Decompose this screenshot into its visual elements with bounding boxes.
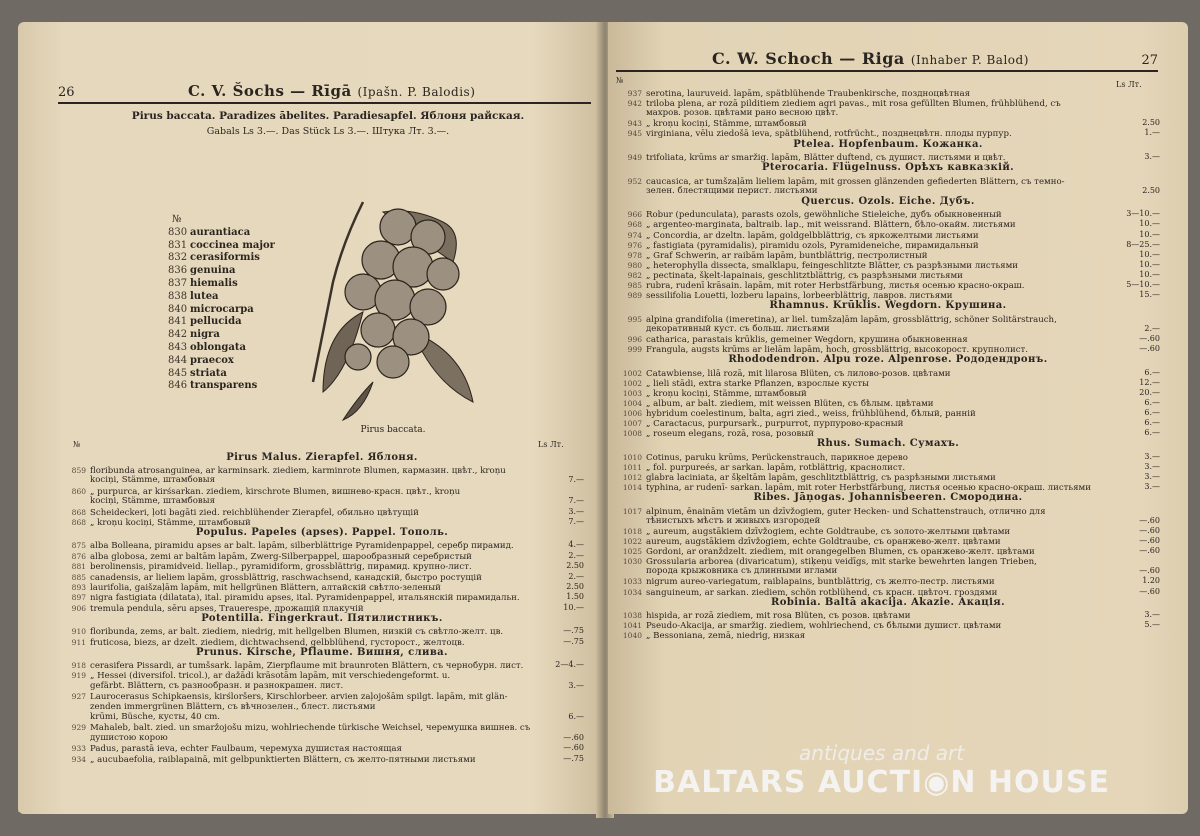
item-price: —.75: [563, 753, 584, 763]
item-description: „ pectinata, šķelt-lapainais, geschlitztblättrig, съ разрѣзными листьями: [646, 270, 963, 281]
item-description: „ kroņu kociņi, Stämme, штамбовый: [90, 518, 251, 528]
variety-item: [168, 355, 275, 368]
item-description: „ kroņu kociņi, Stämme, штамбовый: [646, 119, 807, 130]
variety-name: microcarpa: [190, 303, 254, 315]
variety-name: aurantiaca: [190, 226, 251, 238]
variety-name: cerasiformis: [190, 252, 260, 264]
item-price: 6.—: [1144, 367, 1160, 377]
variety-name: coccinea major: [190, 239, 275, 251]
item-number: 1003: [622, 388, 642, 398]
intro-price-line: Gabals Ls 3.—. Das Stück Ls 3.—. Штука Лт. 3.—.: [206, 126, 450, 137]
item-price: 3.—: [1144, 461, 1160, 471]
variety-item: [168, 291, 275, 304]
item-description: berolinensis, piramidveid. liellap., pyramidiform, grossblättrig, пирамид. крупно-лист.: [90, 562, 472, 573]
section-heading: Populus. Papeles (apses). Pappel. Тополь.: [195, 527, 449, 539]
item-description: „ fastigiata (pyramidalis), piramidu ozols, Pyramideneiche, пирамидальный: [646, 240, 979, 251]
variety-number: 831: [168, 239, 188, 251]
variety-name: praecox: [190, 354, 234, 366]
item-price: 6.—: [1144, 418, 1160, 428]
price-row: [614, 630, 1112, 642]
item-number: 1010: [622, 452, 642, 462]
variety-number: 845: [168, 367, 188, 379]
variety-number: 846: [168, 380, 188, 392]
item-description: fruticosa, biezs, ar dzelt. ziediem, dichtwachsend, gelbblühend, густорост., желтоцв.: [90, 637, 465, 648]
item-description: sessilifolia Louetti, lozberu lapains, lorbeerblättrig, лавров. листьями: [646, 291, 953, 302]
variety-name: lutea: [190, 290, 219, 302]
right-header-title: C. W. Schoch — Riga (Inhaber P. Balod): [712, 49, 1029, 68]
item-price: —.60: [563, 743, 584, 753]
item-number: 881: [71, 562, 86, 572]
item-price: —.60: [1139, 536, 1160, 545]
item-description: floribunda atrosanguinea, ar karminsark. ziediem, karminrote Blumen, кармазин. цвѣт., kroņu: [90, 466, 506, 476]
right-page-number: 27: [1141, 53, 1158, 68]
left-page-number: 26: [58, 85, 75, 100]
item-description: „ kroņu kociņi, Stämme, штамбовый: [646, 388, 807, 399]
item-number: 875: [71, 541, 86, 551]
variety-item: [168, 240, 275, 253]
item-price: 7.—: [568, 496, 584, 506]
item-number: 978: [627, 250, 642, 260]
item-number: 934: [71, 754, 86, 764]
item-number: 968: [627, 220, 642, 230]
item-description: „ Bessoniana, zemā, niedrig, низкая: [646, 631, 806, 642]
item-number: 919: [71, 671, 86, 681]
item-number: 996: [627, 334, 642, 344]
item-price: 10.—: [1139, 219, 1160, 229]
item-description: alpinum, ēnainām vietām un dzīvžogiem, guter Hecken- und Schattenstrauch, отлично для: [646, 506, 1046, 517]
section-heading: Robinia. Baltā akacija. Akazie. Акація.: [771, 596, 1005, 608]
item-price: —.75: [563, 626, 584, 636]
item-description: „ purpurca, ar kirśsarkan. ziediem, kirschrote Blumen, вишнево-красн. цвѣт., kroņu: [90, 486, 461, 497]
left-col-price-head: Ls Лт.: [538, 440, 564, 449]
item-price: 5—10.—: [1126, 280, 1160, 289]
item-price: 3.—: [1144, 482, 1160, 492]
item-number: 980: [627, 260, 642, 270]
variety-list-no-head: №: [172, 214, 182, 225]
item-price: 10.—: [1139, 259, 1160, 269]
item-price: —.60: [1139, 515, 1160, 525]
variety-number: 838: [168, 290, 188, 302]
variety-number: 836: [168, 265, 188, 277]
price-row: [58, 475, 536, 486]
variety-item: [168, 252, 275, 265]
variety-item: [168, 342, 275, 355]
item-number: 1002: [622, 368, 642, 378]
item-number: 1004: [622, 398, 642, 408]
item-description: „ Concordia, ar dzeltn. lapām, goldgelbblättrig, съ яркожелтыми листьями: [646, 230, 979, 241]
item-description: „ Caractacus, purpursark., purpurrot, пурпурово-красный: [646, 419, 904, 430]
variety-name: hiemalis: [190, 277, 238, 289]
item-price: 2.50: [1142, 118, 1160, 128]
section-heading: Prunus. Kirsche, Pflaume. Вишня, слива.: [196, 647, 448, 658]
item-description: krūmi, Büsche, кусты, 40 cm.: [90, 712, 221, 722]
variety-item: [168, 380, 275, 393]
variety-item: [168, 304, 275, 317]
item-description: alba globosa, zemi ar baltām lapām, Zwerg-Silberpappel, шарообразный серебристый: [90, 551, 472, 562]
item-description: trifoliata, krūms ar smaržig. lapām, Blätter duftend, съ душист. листьями и цвѣт.: [646, 153, 1006, 163]
variety-name: genuina: [190, 265, 236, 277]
item-number: 868: [71, 507, 86, 517]
item-price: 10.—: [1139, 229, 1160, 239]
watermark-line1: antiques and art: [799, 741, 965, 765]
item-number: 976: [627, 240, 642, 250]
item-price: 15.—: [1139, 290, 1160, 300]
price-row: [58, 681, 536, 692]
item-price: 2.—: [568, 571, 584, 581]
item-price: 8—25.—: [1126, 239, 1160, 249]
item-description: typhina, ar rudenī- sarkan. lapām, mit roter Herbstfärbung, листья осенью красно-окраш. листьями: [646, 483, 1091, 494]
item-number: 985: [627, 281, 642, 290]
item-number: 949: [627, 153, 642, 162]
figure-caption: Pirus baccata.: [360, 425, 426, 435]
section-heading: Potentilla. Fingerkraut. Пятилистникъ.: [201, 613, 443, 625]
item-number: 937: [627, 89, 642, 98]
item-price: 3.—: [568, 506, 584, 516]
item-price: 3—10.—: [1126, 209, 1160, 219]
item-price: 7.—: [568, 475, 584, 485]
item-description: Padus, parastā ieva, echter Faulbaum, черемуха душистая настоящая: [90, 744, 402, 755]
item-description: Mahaleb, balt. zied. un smaržojošu mizu, wohlriechende türkische Weichsel, черемушка вишнев. съ: [90, 723, 531, 734]
price-row: [58, 733, 536, 744]
item-price: 12.—: [1139, 377, 1160, 387]
item-description: kociņi, Stämme, штамбовыя: [90, 496, 215, 507]
item-price: 6.—: [1144, 428, 1160, 438]
item-description: Laurocerasus Schipkaensis, kirśloršers, Kirschlorbeer. arvien zaļojošām spilgt. lapām, mit glän-: [90, 692, 508, 703]
item-description: zenden immergrünen Blättern, съ вѣчнозелен., блест. листьями: [90, 701, 376, 712]
item-number: 1006: [622, 409, 642, 418]
section-heading: Pirus Malus. Zierapfel. Яблоня.: [226, 452, 418, 463]
item-price: —.75: [563, 636, 584, 646]
item-description: „ roseum elegans, rozā, rosa, розовый: [646, 429, 814, 440]
item-description: virginiana, vēlu ziedošā ieva, spätblühend, rotfrücht., позднецвѣтн. плоды пурпур.: [646, 129, 1012, 140]
variety-number: 841: [168, 316, 188, 328]
item-number: 885: [71, 572, 86, 582]
item-number: 1041: [622, 621, 642, 631]
watermark-line2: BALTARS AUCTI◉N HOUSE: [653, 765, 1110, 800]
item-number: 974: [627, 230, 642, 240]
item-price: 6.—: [1144, 408, 1160, 417]
item-description: sanguineum, ar sarkan. ziediem, schön rotblühend, съ красн. цвѣточ. гроздями: [646, 587, 998, 598]
item-description: laurifolia, gaišzaļām lapām, mit hellgrünen Blättern, алтайскій свѣтло-зеленый: [90, 583, 441, 593]
item-description: декоративный куст. съ больш. листьями: [646, 323, 830, 334]
item-number: 868: [71, 518, 86, 527]
item-number: 1002: [622, 378, 642, 388]
item-description: catharica, parastais krūklis, gemeiner Wegdorn, крушина обыкновенная: [646, 334, 968, 345]
price-row: [58, 754, 536, 766]
item-price: 10.—: [1139, 249, 1160, 259]
variety-item: [168, 278, 275, 291]
item-price: 4.—: [568, 540, 584, 550]
item-price: 2.50: [1142, 185, 1160, 195]
price-row: [58, 712, 536, 723]
item-price: 6.—: [1144, 397, 1160, 407]
item-price: 7.—: [568, 517, 584, 526]
item-number: 1018: [622, 526, 642, 536]
item-number: 982: [627, 270, 642, 280]
pirus-baccata-illustration: [303, 182, 493, 422]
book-spread: [18, 22, 1190, 822]
item-number: 1008: [622, 429, 642, 439]
item-number: 942: [627, 99, 642, 109]
item-description: caucasica, ar tumšzaļām lieliem lapām, mit grossen glänzenden gefiederten Blättern, съ темно-: [646, 176, 1065, 187]
item-price: 20.—: [1139, 387, 1160, 397]
right-page: [608, 22, 1188, 814]
item-number: 1030: [622, 557, 642, 567]
item-price: —.60: [1139, 586, 1160, 596]
item-description: hispida, ar rozā ziediem, mit rosa Blüten, съ розов. цвѣтами: [646, 611, 911, 622]
right-running-header: [616, 44, 1158, 72]
variety-item: [168, 265, 275, 278]
left-running-header: [58, 76, 591, 104]
item-description: Pseudo-Akacija, ar smaržig. ziediem, wohlriechend, съ бѣлыми душист. цвѣтами: [646, 621, 1002, 632]
item-description: tremula pendula, sēru apses, Trauerespe, дрожащій плакучій: [90, 603, 364, 614]
item-description: зелен. блестящими перист. листьями: [646, 185, 818, 196]
item-description: cerasifera Pissardi, ar tumšsark. lapām, Zierpflaume mit braunroten Blättern, съ чернобурн. лист.: [90, 661, 524, 671]
item-price: —.60: [1139, 525, 1160, 535]
item-number: 911: [71, 637, 86, 647]
item-description: „ album, ar balt. ziediem, mit weissen Blüten, съ бѣлым. цвѣтами: [646, 398, 934, 409]
item-price: 2.—: [568, 550, 584, 560]
item-price: 5.—: [1144, 620, 1160, 630]
item-number: 860: [71, 486, 86, 496]
item-price: 10.—: [563, 602, 584, 612]
section-heading: Ribes. Jāņogas. Johannisbeeren. Смородина.: [753, 492, 1023, 504]
section-heading: Ptelea. Hopfenbaum. Кожанка.: [793, 138, 983, 150]
variety-item: [168, 329, 275, 342]
item-price: —.60: [1139, 566, 1160, 576]
item-description: „ Graf Schwerin, ar raibām lapām, buntblättrig, пестролистный: [646, 250, 928, 261]
section-heading: Quercus. Ozols. Eiche. Дубъ.: [801, 195, 975, 207]
item-description: nigra fastigiata (dilatata), ital. piramidu apses, ital. Pyramidenpappel, итальянскій пирамидальн.: [90, 593, 520, 604]
item-number: 999: [627, 345, 642, 354]
item-number: 1040: [622, 631, 642, 641]
item-number: 995: [627, 314, 642, 324]
item-description: Robur (pedunculata), parasts ozols, gewöhnliche Stieleiche, дубъ обыкновенный: [646, 210, 1002, 221]
variety-number: 842: [168, 329, 188, 341]
item-price: 3.—: [1144, 472, 1160, 481]
item-description: aureum, augstākiem dzīvžogiem, echte Goldtraube, съ оранжево-желт. цвѣтами: [646, 537, 1001, 547]
item-price: —.60: [1139, 546, 1160, 556]
item-description: glabra laciniata, ar šķeltām lapām, geschlitztblättrig, съ разрѣзными листьями: [646, 473, 996, 483]
item-description: „ Hessei (diversifol. tricol.), ar dažādi krāsotām lapām, mit verschiedengeformt. u.: [90, 671, 451, 682]
item-price: 1.20: [1142, 576, 1160, 586]
variety-number: 844: [168, 354, 188, 366]
item-price: 3.—: [1144, 610, 1160, 620]
price-row: [58, 702, 536, 713]
item-price: 1.50: [566, 592, 584, 602]
item-price: 6.—: [568, 712, 584, 721]
item-description: alba Bolleana, piramidu apses ar balt. lapām, silberblättrige Pyramidenpappel, серебр пирамид.: [90, 541, 514, 552]
item-number: 876: [71, 551, 86, 561]
variety-list: [168, 214, 275, 393]
section-heading: Pterocaria. Flügelnuss. Орѣхъ кавказкій.: [761, 162, 1015, 174]
variety-number: 832: [168, 252, 188, 264]
item-description: alpina grandifolia (imeretina), ar liel. tumšzaļām lapām, grossblättrig, schöner Solitärstrauch,: [646, 314, 1057, 325]
item-description: Grossularia arborea (divaricatum), stiķeņu veidīgs, mit starke bewehrten langen Trieben,: [646, 557, 1037, 568]
item-description: „ argenteo-marginata, baltraib. lap., mit weissrand. Blättern, бѣло-окайм. листьями: [646, 220, 1016, 231]
price-row: [58, 496, 536, 507]
item-number: 897: [71, 593, 86, 603]
item-description: floribunda, zems, ar balt. ziediem, niedrig, mit hellgelben Blumen, низкій съ свѣтло-желт. цв.: [90, 627, 504, 638]
item-description: Gordoni, ar oranždzelt. ziediem, mit orangegelben Blumen, съ оранжево-желт. цвѣтами: [646, 547, 1035, 558]
variety-name: striata: [190, 367, 227, 379]
intro-heading: Pirus baccata. Paradizes ābelites. Paradiesapfel. Яблоня райская.: [131, 110, 525, 122]
variety-item: [168, 368, 275, 381]
item-description: „ heterophylla dissecta, smalklapu, feingeschlitzte Blätter, съ разрѣзными листьями: [646, 260, 1019, 271]
item-price: 2.50: [566, 582, 584, 591]
item-price: —.60: [563, 732, 584, 742]
item-number: 945: [627, 129, 642, 139]
item-price: 3.—: [568, 680, 584, 690]
item-description: душистою корою: [90, 732, 168, 743]
section-heading: Rhododendron. Alpu roze. Alpenrose. Рододендронъ.: [728, 354, 1048, 366]
item-price: 2.—: [1144, 323, 1160, 333]
item-description: nigrum aureo-variegatum, raiblapains, buntblättrig, съ желто-пестр. листьями: [646, 577, 995, 588]
variety-number: 840: [168, 303, 188, 315]
item-price: 3.—: [1144, 152, 1160, 161]
variety-name: oblongata: [190, 341, 246, 353]
item-description: махров. розов. цвѣтами рано весною цвѣт.: [646, 108, 839, 119]
item-number: 918: [71, 661, 86, 670]
item-description: тѣнистыхъ мѣстъ и живыхъ изгородей: [646, 515, 821, 526]
variety-number: 837: [168, 277, 188, 289]
item-number: 1038: [622, 611, 642, 621]
variety-name: transparens: [190, 380, 258, 392]
item-description: gefärbt. Blättern, съ разнообразн. и разнокрашен. лист.: [90, 680, 344, 691]
item-number: 1034: [622, 587, 642, 597]
item-number: 1014: [622, 483, 642, 493]
item-price: 2.50: [566, 561, 584, 571]
item-price: —.60: [1139, 333, 1160, 343]
item-number: 1033: [622, 577, 642, 587]
item-number: 927: [71, 692, 86, 702]
auction-watermark: [653, 741, 1110, 800]
item-price: —.60: [1139, 344, 1160, 353]
item-description: „ fol. purpureés, ar sarkan. lapām, rotblättrig, краснолист.: [646, 462, 906, 473]
left-page: [18, 22, 603, 814]
variety-name: nigra: [190, 329, 220, 341]
variety-item: [168, 316, 275, 329]
item-price: 2—4.—: [555, 660, 584, 669]
item-description: triloba plena, ar rozā pilditiem ziediem agri pavas., mit rosa gefüllten Blumen, frühblühend, съ: [646, 99, 1061, 110]
item-number: 893: [71, 583, 86, 592]
right-col-no-head: №: [616, 76, 624, 85]
item-description: canadensis, ar lieliem lapām, grossblättrig, raschwachsend, канадскій, быстро ростущій: [90, 572, 482, 583]
item-description: Scheideckeri, ļoti bagāti zied. reichblühender Zierapfel, обильно цвѣтущій: [90, 507, 419, 518]
section-heading: Rhus. Sumach. Сумахъ.: [816, 438, 960, 450]
item-number: 910: [71, 627, 86, 637]
item-description: „ aucubaefolia, raiblapainā, mit gelbpunktierten Blättern, съ желто-пятными листьями: [90, 754, 476, 765]
variety-number: 830: [168, 226, 188, 238]
variety-name: pellucida: [190, 316, 242, 328]
item-price: 1.—: [1144, 128, 1160, 138]
item-number: 1017: [622, 506, 642, 516]
item-price: 3.—: [1144, 451, 1160, 461]
item-number: 906: [71, 603, 86, 613]
item-number: 1025: [622, 547, 642, 557]
variety-item: [168, 227, 275, 240]
item-number: 859: [71, 466, 86, 475]
item-description: serotina, lauruveid. lapām, spätblühende Traubenkirsche, поздноцвѣтная: [646, 89, 971, 99]
left-col-no-head: №: [73, 440, 81, 449]
item-description: Cotinus, paruku krūms, Perückenstrauch, парикное дерево: [646, 452, 908, 463]
item-price: 10.—: [1139, 269, 1160, 279]
item-number: 1012: [622, 473, 642, 482]
item-description: rubra, rudenī krāsain. lapām, mit roter Herbstfärbung, листья осенью красно-окраш.: [646, 281, 1025, 291]
item-number: 943: [627, 119, 642, 129]
item-number: 933: [71, 744, 86, 754]
variety-number: 843: [168, 341, 188, 353]
item-description: kociņi, Stämme, штамбовыя: [90, 475, 215, 486]
item-description: порода крыжовника съ длинными иглами: [646, 566, 838, 577]
item-description: Catawbiense, lilā rozā, mit lilarosa Blüten, съ лилово-розов. цвѣтами: [646, 368, 951, 379]
item-description: „ lieli stādi, extra starke Pflanzen, взрослые кусты: [646, 378, 869, 389]
item-description: hybridum coelestinum, balta, agri zied., weiss, frühblühend, бѣлый, ранній: [646, 409, 976, 419]
item-number: 1022: [622, 537, 642, 546]
left-header-title: C. V. Šochs — Rīgā (Ipašn. P. Balodis): [188, 82, 476, 100]
item-number: 989: [627, 291, 642, 301]
item-number: 1011: [622, 462, 642, 472]
right-col-price-head: Ls Лт.: [1116, 80, 1142, 89]
item-number: 1007: [622, 419, 642, 429]
section-heading: Rhamnus. Krūklis. Wegdorn. Крушина.: [769, 300, 1007, 312]
item-number: 929: [71, 723, 86, 733]
item-description: Frangula, augsts krūms ar lielām lapām, hoch, grossblättrig, высокорост. крупнолист.: [646, 345, 1028, 355]
item-number: 952: [627, 176, 642, 186]
item-description: „ aureum, augstākiem dzīvžogiem, echte Goldtraube, съ золото-желтыми цвѣтами: [646, 526, 1011, 537]
item-number: 966: [627, 210, 642, 220]
